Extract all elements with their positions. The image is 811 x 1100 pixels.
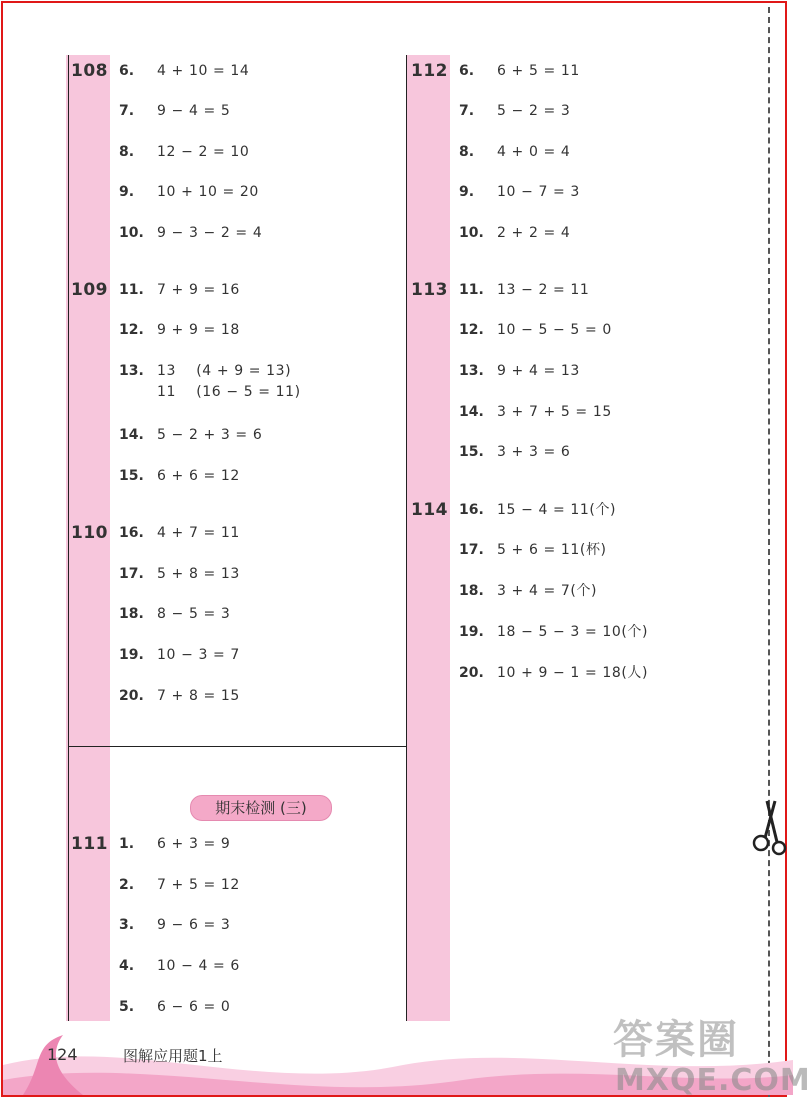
watermark-url: MXQE.COM: [615, 1063, 811, 1098]
answer-item: 11. 7 + 9 = 16: [119, 282, 240, 298]
answer-item: 6. 6 + 5 = 11: [459, 63, 580, 79]
answer-item: 12. 10 − 5 − 5 = 0: [459, 322, 612, 338]
answer-item: 3. 9 − 6 = 3: [119, 917, 231, 933]
answer-item: 11. 13 − 2 = 11: [459, 282, 590, 298]
answer-item: 2. 7 + 5 = 12: [119, 877, 240, 893]
answer-item: 8. 12 − 2 = 10: [119, 144, 250, 160]
scissors-icon: [751, 798, 791, 858]
answer-item: 10. 2 + 2 = 4: [459, 225, 571, 241]
answer-item: 5. 6 − 6 = 0: [119, 999, 231, 1015]
answer-item: 13. 9 + 4 = 13: [459, 363, 580, 379]
footer-book-title: 图解应用题1上: [123, 1047, 223, 1065]
answer-item: 9. 10 + 10 = 20: [119, 184, 259, 200]
answer-item: 18. 8 − 5 = 3: [119, 606, 231, 622]
left-rule: [68, 55, 69, 1021]
answer-item: 1. 6 + 3 = 9: [119, 836, 231, 852]
answer-item: 17. 5 + 6 = 11(杯): [459, 542, 607, 558]
answer-item-continuation: 11 (16 − 5 = 11): [157, 384, 301, 400]
answer-item: 15. 6 + 6 = 12: [119, 468, 240, 484]
page-frame: [1, 1, 811, 1098]
answer-item: 18. 3 + 4 = 7(个): [459, 583, 598, 599]
answer-item: 19. 10 − 3 = 7: [119, 647, 240, 663]
answer-item: 19. 18 − 5 − 3 = 10(个): [459, 624, 649, 640]
answer-item: 17. 5 + 8 = 13: [119, 566, 240, 582]
footer-page-number: 124: [47, 1045, 78, 1064]
right-pink-bar: [406, 55, 450, 1021]
answer-item: 14. 5 − 2 + 3 = 6: [119, 427, 263, 443]
answer-item: 12. 9 + 9 = 18: [119, 322, 240, 338]
watermark-logo: 答案圈: [613, 1017, 739, 1063]
page-ref-110: 110: [71, 523, 108, 543]
answer-item: 10. 9 − 3 − 2 = 4: [119, 225, 263, 241]
page-ref-112: 112: [411, 61, 448, 81]
answer-item: 20. 7 + 8 = 15: [119, 688, 240, 704]
answer-item: 8. 4 + 0 = 4: [459, 144, 571, 160]
answer-item: 6. 4 + 10 = 14: [119, 63, 250, 79]
answer-item: 16. 15 − 4 = 11(个): [459, 502, 617, 518]
answer-item: 20. 10 + 9 − 1 = 18(人): [459, 665, 649, 681]
answer-item: 13. 13 (4 + 9 = 13): [119, 363, 292, 379]
answer-item: 15. 3 + 3 = 6: [459, 444, 571, 460]
answer-item: 4. 10 − 4 = 6: [119, 958, 240, 974]
cut-line: [768, 7, 770, 1097]
page-ref-111: 111: [71, 834, 108, 854]
section-title-pill: 期末检测 (三): [190, 795, 332, 821]
answer-item: 7. 5 − 2 = 3: [459, 103, 571, 119]
page-ref-114: 114: [411, 500, 448, 520]
answer-item: 14. 3 + 7 + 5 = 15: [459, 404, 612, 420]
page-ref-113: 113: [411, 280, 448, 300]
section-divider: [68, 746, 406, 747]
page-ref-109: 109: [71, 280, 108, 300]
answer-item: 7. 9 − 4 = 5: [119, 103, 231, 119]
page-ref-108: 108: [71, 61, 108, 81]
middle-rule: [406, 55, 407, 1021]
answer-item: 9. 10 − 7 = 3: [459, 184, 580, 200]
answer-item: 16. 4 + 7 = 11: [119, 525, 240, 541]
